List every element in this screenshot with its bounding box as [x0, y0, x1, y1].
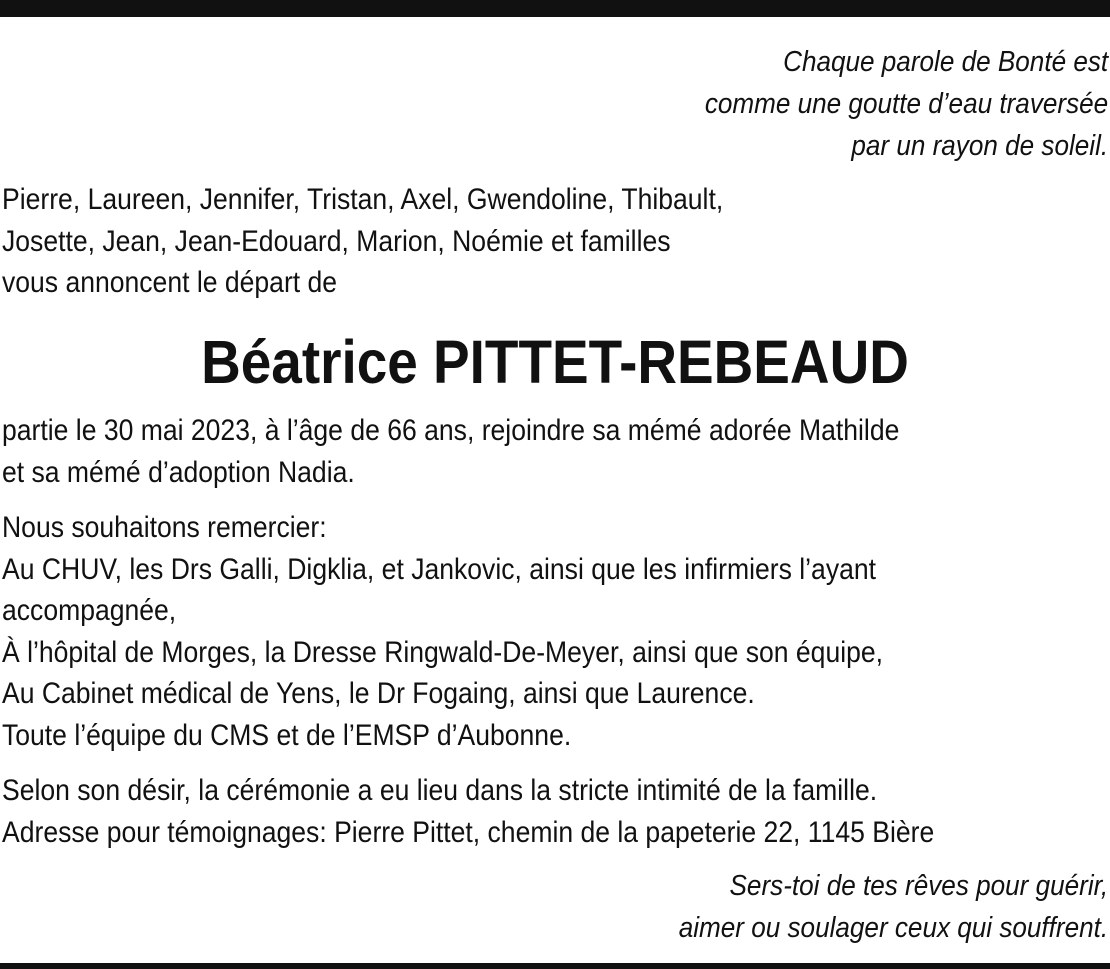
acknowledgement-line: Toute l’équipe du CMS et de l’EMSP d’Aubonne. — [2, 718, 572, 752]
epigraph-line: aimer ou soulager ceux qui souffrent. — [678, 912, 1108, 944]
epigraph-line: Sers-toi de tes rêves pour guérir, — [729, 870, 1108, 902]
ceremony-and-address — [2, 770, 934, 853]
passing-line: et sa mémé d’adoption Nadia. — [2, 455, 355, 489]
acknowledgement-line: À l’hôpital de Morges, la Dresse Ringwald-De-Meyer, ainsi que son équipe, — [2, 635, 884, 669]
acknowledgement-line: Au CHUV, les Drs Galli, Digklia, et Jankovic, ainsi que les infirmiers l’ayant — [2, 552, 877, 586]
announcement-line: Josette, Jean, Jean-Edouard, Marion, Noémie et familles — [2, 224, 671, 258]
passing-details — [2, 410, 899, 493]
acknowledgements — [2, 507, 883, 756]
opening-epigraph — [705, 41, 1108, 167]
acknowledgement-line: Au Cabinet médical de Yens, le Dr Fogaing, ainsi que Laurence. — [2, 677, 755, 710]
bottom-border-rule — [0, 963, 1110, 969]
address-line: Adresse pour témoignages: Pierre Pittet, chemin de la papeterie 22, 1145 Bière — [2, 815, 935, 849]
passing-line: partie le 30 mai 2023, à l’âge de 66 ans, rejoindre sa mémé adorée Mathilde — [2, 414, 900, 447]
family-announcement — [2, 179, 723, 304]
acknowledgement-line: Nous souhaitons remercier: — [2, 511, 327, 544]
announcement-line: Pierre, Laureen, Jennifer, Tristan, Axel, Gwendoline, Thibault, — [2, 183, 724, 216]
deceased-name: Béatrice PITTET-REBEAUD — [201, 328, 909, 396]
epigraph-line: Chaque parole de Bonté est — [782, 46, 1108, 78]
top-border-rule — [0, 0, 1110, 17]
epigraph-line: comme une goutte d’eau traversée — [704, 88, 1108, 120]
acknowledgement-line: accompagnée, — [2, 594, 177, 627]
epigraph-line: par un rayon de soleil. — [851, 130, 1108, 162]
ceremony-line: Selon son désir, la cérémonie a eu lieu dans la stricte intimité de la famille. — [2, 774, 878, 807]
announcement-line: vous annoncent le départ de — [2, 266, 338, 299]
closing-epigraph — [679, 865, 1108, 949]
